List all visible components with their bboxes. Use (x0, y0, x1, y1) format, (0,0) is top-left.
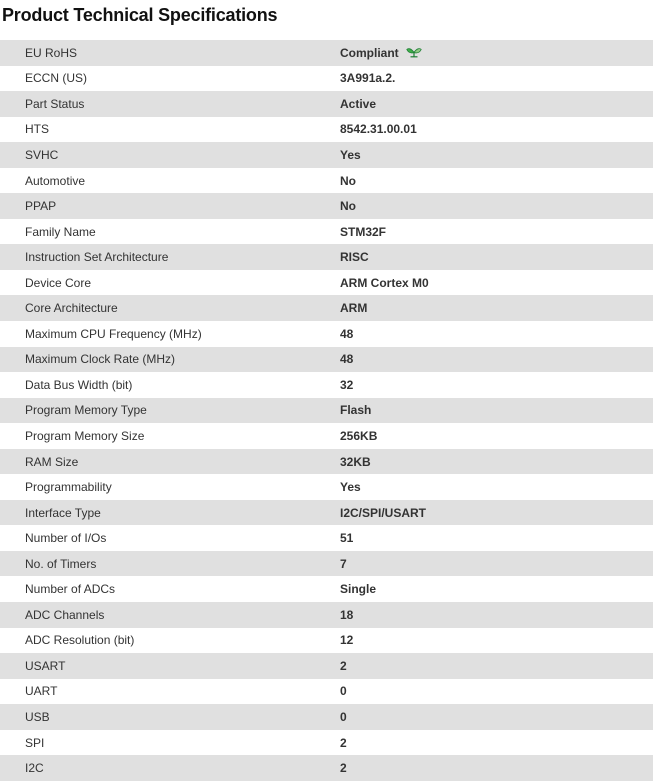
spec-value: Compliant (340, 45, 399, 60)
spec-value-cell (340, 582, 653, 596)
spec-value: ARM Cortex M0 (340, 275, 429, 290)
spec-value: 32 (340, 377, 354, 392)
spec-value: STM32F (340, 224, 387, 239)
spec-label: Part Status (25, 96, 85, 111)
spec-row (0, 500, 653, 526)
spec-label: No. of Timers (25, 556, 97, 571)
spec-value-cell (340, 352, 653, 366)
spec-label: PPAP (25, 199, 57, 214)
spec-row (0, 576, 653, 602)
spec-row (0, 321, 653, 347)
spec-label: SVHC (25, 147, 59, 162)
spec-value: 48 (340, 352, 354, 367)
leaf-icon[interactable] (406, 46, 422, 59)
spec-row (0, 423, 653, 449)
spec-value: I2C/SPI/USART (340, 505, 427, 520)
spec-value-cell (340, 199, 653, 213)
spec-row (0, 679, 653, 705)
spec-value: 2 (340, 761, 347, 776)
spec-row (0, 653, 653, 679)
spec-value-cell (340, 71, 653, 85)
spec-label: Program Memory Type (25, 403, 147, 418)
spec-row (0, 193, 653, 219)
spec-label: Interface Type (25, 505, 101, 520)
spec-label: UART (25, 684, 58, 699)
spec-value-cell (340, 761, 653, 775)
spec-value: 2 (340, 735, 347, 750)
spec-value-cell (340, 122, 653, 136)
page-title: Product Technical Specifications (2, 5, 278, 25)
spec-label: I2C (25, 761, 44, 776)
spec-value-cell (340, 174, 653, 188)
spec-label: Maximum Clock Rate (MHz) (25, 352, 176, 367)
spec-value: 18 (340, 607, 354, 622)
spec-value: 3A991a.2. (340, 71, 396, 86)
spec-row (0, 398, 653, 424)
spec-label: USART (25, 658, 66, 673)
spec-row (0, 244, 653, 270)
spec-label: EU RoHS (25, 45, 78, 60)
spec-value: ARM (340, 301, 368, 316)
spec-label: RAM Size (25, 454, 79, 469)
spec-value-cell (340, 736, 653, 750)
spec-row (0, 91, 653, 117)
spec-row (0, 142, 653, 168)
spec-value-cell (340, 506, 653, 520)
spec-row (0, 525, 653, 551)
spec-value-cell (340, 148, 653, 162)
spec-value-cell (340, 225, 653, 239)
spec-label: Automotive (25, 173, 86, 188)
spec-row (0, 551, 653, 577)
spec-row (0, 602, 653, 628)
spec-value-cell (340, 403, 653, 417)
spec-row (0, 372, 653, 398)
spec-row (0, 628, 653, 654)
spec-value: 48 (340, 326, 354, 341)
spec-value-cell (340, 327, 653, 341)
spec-value: RISC (340, 250, 369, 265)
spec-value: 0 (340, 684, 347, 699)
spec-value: 7 (340, 556, 347, 571)
spec-label: Core Architecture (25, 301, 118, 316)
spec-row (0, 347, 653, 373)
spec-value: Single (340, 582, 377, 597)
spec-label: Programmability (25, 480, 112, 495)
page-header (0, 0, 653, 40)
spec-value-cell (340, 429, 653, 443)
spec-value-cell (340, 480, 653, 494)
spec-value: 32KB (340, 454, 371, 469)
spec-value-cell (340, 531, 653, 545)
spec-label: USB (25, 709, 50, 724)
spec-table (0, 40, 653, 781)
spec-value-cell (340, 557, 653, 571)
spec-row (0, 449, 653, 475)
spec-label: Device Core (25, 275, 92, 290)
spec-label: Maximum CPU Frequency (MHz) (25, 326, 202, 341)
spec-row (0, 704, 653, 730)
spec-value-cell (340, 633, 653, 647)
spec-label: Instruction Set Architecture (25, 250, 169, 265)
spec-row (0, 270, 653, 296)
spec-value: 0 (340, 709, 347, 724)
spec-value: 256KB (340, 428, 378, 443)
spec-value: Active (340, 96, 377, 111)
spec-value: Flash (340, 403, 372, 418)
spec-row (0, 117, 653, 143)
spec-value: Yes (340, 480, 361, 495)
spec-label: HTS (25, 122, 49, 137)
spec-value: 8542.31.00.01 (340, 122, 417, 137)
spec-value-cell (340, 250, 653, 264)
spec-value: No (340, 173, 356, 188)
spec-row (0, 168, 653, 194)
spec-label: SPI (25, 735, 45, 750)
spec-value-cell (340, 710, 653, 724)
spec-label: ECCN (US) (25, 71, 87, 86)
spec-row (0, 730, 653, 756)
spec-row (0, 66, 653, 92)
spec-value: No (340, 199, 356, 214)
spec-label: Data Bus Width (bit) (25, 377, 133, 392)
spec-label: ADC Channels (25, 607, 105, 622)
spec-row (0, 40, 653, 66)
spec-value: Yes (340, 147, 361, 162)
spec-value-cell (340, 659, 653, 673)
spec-value-cell (340, 378, 653, 392)
spec-value-cell (340, 684, 653, 698)
spec-row (0, 755, 653, 781)
spec-value-cell (340, 608, 653, 622)
spec-label: Program Memory Size (25, 428, 145, 443)
spec-label: Number of ADCs (25, 582, 116, 597)
spec-value: 12 (340, 633, 354, 648)
spec-label: Family Name (25, 224, 96, 239)
spec-value-cell (340, 301, 653, 315)
spec-value-cell (340, 46, 653, 60)
spec-row (0, 295, 653, 321)
spec-value: 2 (340, 658, 347, 673)
spec-value-cell (340, 276, 653, 290)
spec-label: Number of I/Os (25, 531, 107, 546)
spec-row (0, 474, 653, 500)
spec-value: 51 (340, 531, 354, 546)
spec-value-cell (340, 455, 653, 469)
spec-value-cell (340, 97, 653, 111)
spec-label: ADC Resolution (bit) (25, 633, 135, 648)
spec-row (0, 219, 653, 245)
